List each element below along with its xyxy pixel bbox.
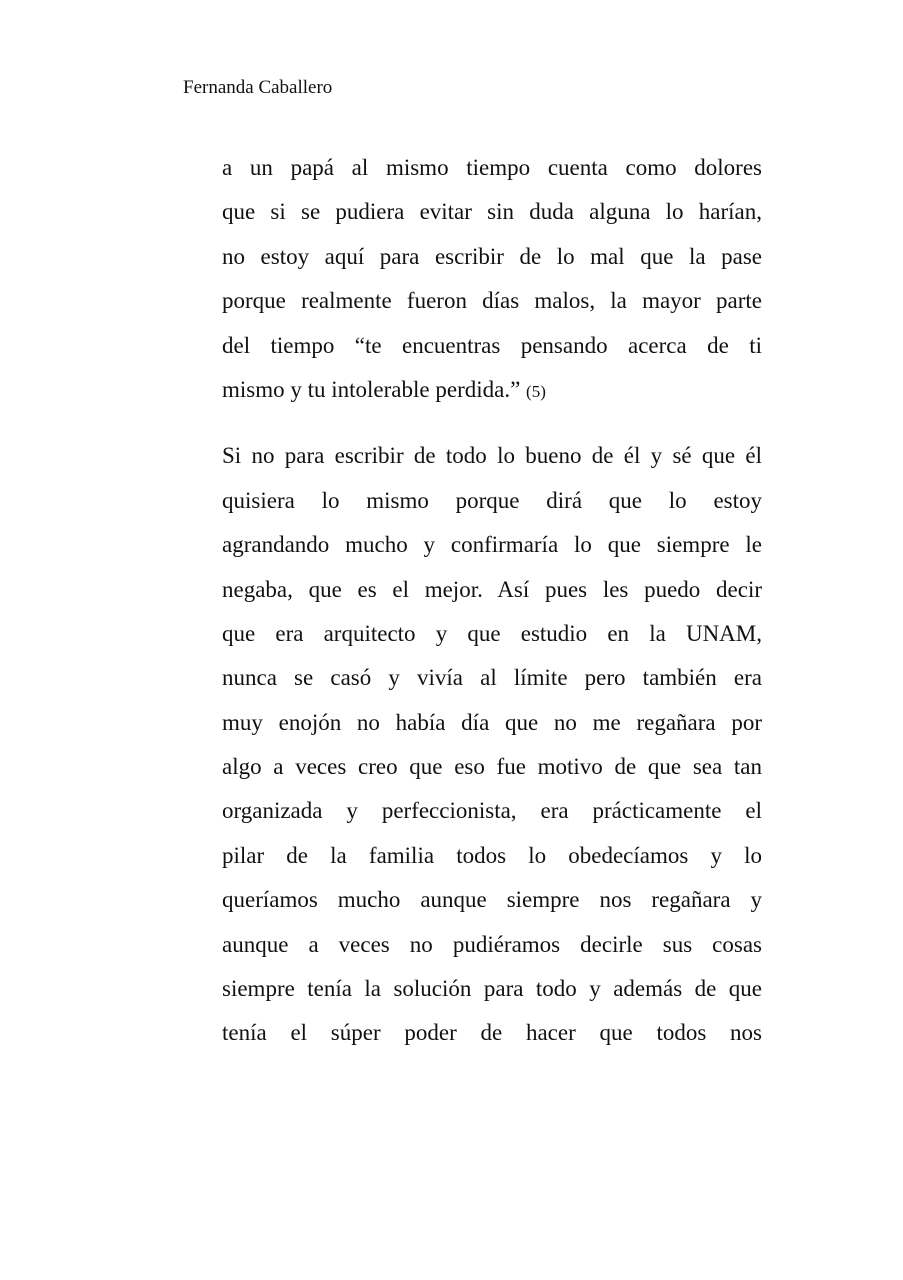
text-line: no estoy aquí para escribir de lo mal que la pase <box>222 243 762 269</box>
text-line: agrandando mucho y confirmaría lo que siempre le <box>222 532 762 558</box>
text-line: que era arquitecto y que estudio en la UNAM, <box>222 620 762 646</box>
document-body <box>222 146 762 1056</box>
text-line: algo a veces creo que eso fue motivo de que sea tan <box>222 754 762 780</box>
text-line: que si se pudiera evitar sin duda alguna lo harían, <box>222 199 762 225</box>
text-line: Si no para escribir de todo lo bueno de él y sé que él <box>222 443 762 469</box>
text-line: porque realmente fueron días malos, la mayor parte <box>222 288 762 314</box>
text-line: queríamos mucho aunque siempre nos regañara y <box>222 887 762 913</box>
text-line: organizada y perfeccionista, era prácticamente el <box>222 798 762 824</box>
paragraph-1 <box>222 146 762 412</box>
text-line: pilar de la familia todos lo obedecíamos y lo <box>222 842 762 868</box>
paragraph-spacer <box>222 412 762 434</box>
text-line: muy enojón no había día que no me regañara por <box>222 709 762 735</box>
text-line: a un papá al mismo tiempo cuenta como dolores <box>222 155 762 180</box>
text-line: aunque a veces no pudiéramos decirle sus cosas <box>222 931 762 957</box>
page-header-author: Fernanda Caballero <box>183 77 333 98</box>
text-line: negaba, que es el mejor. Así pues les puedo decir <box>222 576 762 602</box>
text-line: del tiempo “te encuentras pensando acerca de ti <box>222 332 762 358</box>
paragraph-2 <box>222 434 762 1055</box>
text-line: siempre tenía la solución para todo y además de que <box>222 976 762 1002</box>
text-line-last <box>222 368 762 412</box>
text-line: nunca se casó y vivía al límite pero también era <box>222 665 762 691</box>
text-line-content: mismo y tu intolerable perdida.” <box>222 376 521 402</box>
text-line: quisiera lo mismo porque dirá que lo estoy <box>222 487 762 513</box>
text-line: tenía el súper poder de hacer que todos nos <box>222 1020 762 1046</box>
citation-reference: (5) <box>526 381 546 401</box>
